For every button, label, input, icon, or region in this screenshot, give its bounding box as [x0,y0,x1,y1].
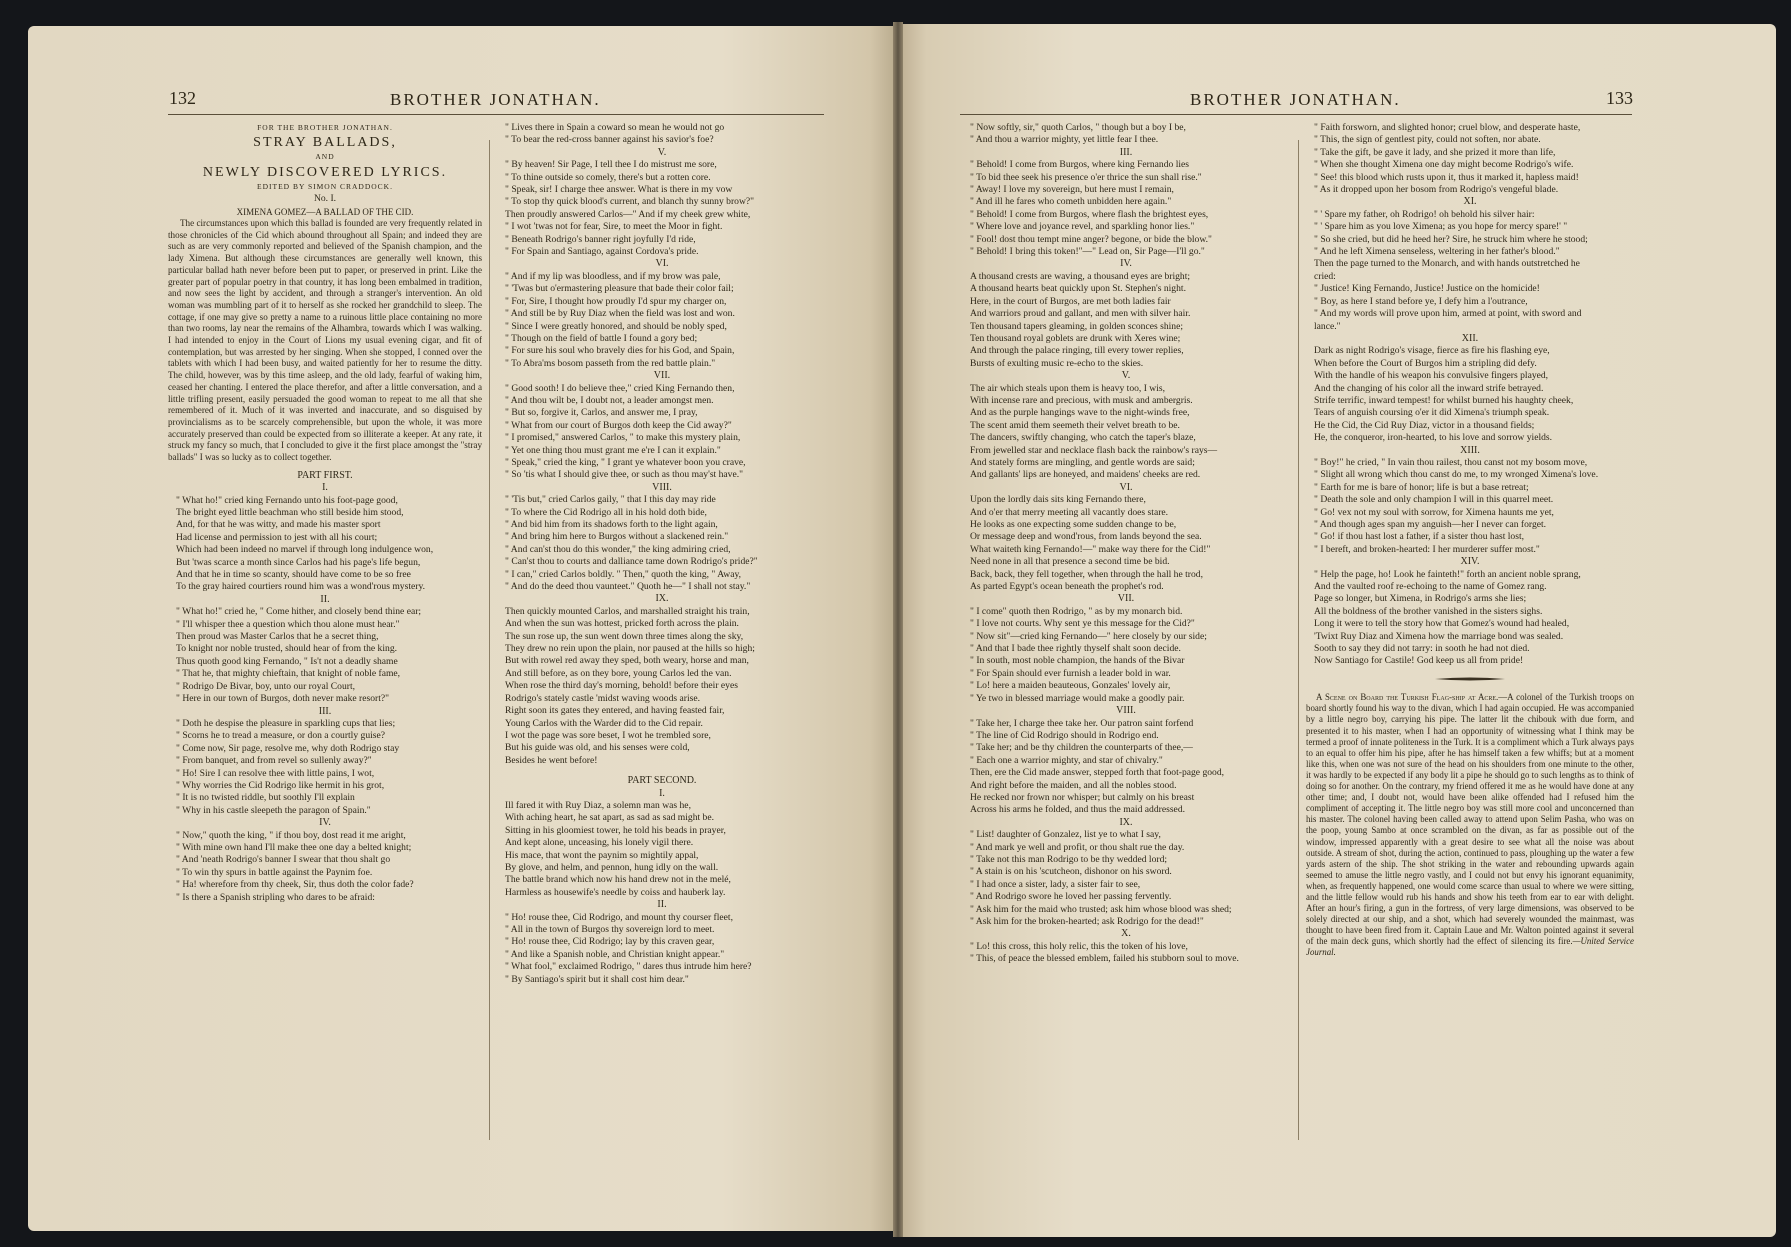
verse-line: The sun rose up, the sun went down three times along the sky, [505,630,744,642]
verse-line: " See! this blood which rusts upon it, thus it marked it, hapless maid! [1314,171,1579,183]
verse-line: And kept alone, unceasing, his lonely vigil there. [505,837,694,849]
header-rule-left [168,114,824,115]
stanza-heading: IV. [1120,258,1132,270]
left-column-1 [168,122,482,904]
verse-line: " Each one a warrior mighty, and star of chivalry." [970,754,1163,766]
verse-line: Harmless as housewife's needle by coiss and hauberk lay. [505,886,726,898]
verse-line: " And he left Ximena senseless, weltering in her father's blood." [1314,246,1560,258]
verse-line: " And though ages span my anguish—her I never can forget. [1314,519,1547,530]
stanza [497,271,827,370]
verse-line: " Rodrigo De Bivar, boy, unto our royal Court, [176,680,356,692]
verse-line: When before the Court of Burgos him a stripling did defy. [1314,357,1537,369]
verse-line: Here, in the court of Burgos, are met both ladies fair [970,295,1171,307]
verse-line: " This, the sign of gentlest pity, could not soften, nor abate. [1314,134,1541,146]
stanza [962,606,1290,705]
stanza [497,800,827,899]
right-column-1 [962,122,1290,966]
verse-line: " And bid him from its shadows forth to the light again, [505,519,718,530]
verse-line: With the handle of his weapon his convulsive fingers played, [1314,370,1549,382]
stanza-heading: IX. [1119,816,1133,828]
verse-line: " So 'tis what I should give thee, or such as thou may'st have." [505,469,744,481]
verse-line: " All in the town of Burgos thy sovereign lord to meet. [505,924,715,935]
verse-line: " And my words will prove upon him, armed at point, with sword and [1314,308,1582,320]
verse-line: Sitting in his gloomiest tower, he told his beads in prayer, [505,824,726,836]
verse-line: " ' Spare my father, oh Rodrigo! oh behold his silver hair: [1314,208,1535,220]
verse-line: The air which steals upon them is heavy too, I wis, [970,382,1166,394]
verse-line: " Speak," cried the king, " I grant ye whatever boon you crave, [505,456,746,468]
verse-line: " Lives there in Spain a coward so mean he would not go [505,122,725,133]
verse-line: " Ask him for the maid who trusted; ask him whose blood was shed; [970,903,1232,915]
stanza [962,271,1290,370]
verse-line: And o'er that merry meeting all vacantly does stare. [970,506,1169,518]
ornament-divider [1306,674,1634,686]
verse-line: But with rowel red away they sped, both weary, horse and man, [505,655,749,667]
stanza-heading: XII. [1461,332,1479,344]
verse-line: Had license and permission to jest with all his court; [176,531,378,543]
verse-line: And the vaulted roof re-echoing to the name of Gomez rang. [1314,581,1547,593]
verse-line: " Where love and joyance revel, and sparkling honor lies." [970,221,1195,233]
verse-line: " Earth for me is bare of honor; life is but a base retreat; [1314,481,1529,493]
verse-line: And when the sun was hottest, pricked forth across the plain. [505,618,739,630]
stanza [168,718,482,817]
stanza-heading: VIII. [1116,705,1136,717]
verse-line: With aching heart, he sat apart, as sad as sad might be. [505,812,715,824]
verse-line: " Take not this man Rodrigo to be thy wedded lord; [970,853,1168,865]
acre-article-body: —A colonel of the Turkish troops on board shortly found his way to the divan, which I had again occupied. He was accompanied by a little negro boy, carrying his pipe. The latter lit the chibouk with due form, and presented it to his master, when I had an opportunity of witnessing what I think may be termed a proof of innate politeness in the Turk. It is a compliment which a Turk always pays to an equal to offer him his pipe, after he has himself taken a few whiffs; but at a moment like this, when one was not sure of the head on his shoulders from one minute to the other, it was hardly to be expected if any body lit a pipe he should go to such lengths as to think of doing so for another. On the contrary, my friend offered it me as he would have done at any other time; and, I doubt not, would have been alike offended had I refused him the compliment of accepting it. The little negro boy was still more cool and unconcerned than his master. The colonel having been called away to attend upon Selim Pasha, who was on the poop, young Sambo at once scrambled on the divan, as far as possible out of the window, impressed apparently with a great desire to see what all the noise was about outside. A stream of shot, during the action, continued to pass, ploughing up the water a few yards astern of the ship. The shot striking in the water and rebounding upwards again seemed to amuse the little negro vastly, and I could not but envy his ignorant equanimity, when, as frequently happened, one would come scarce than usual to where we were sitting, and the little fellow would rub his hands and show his teeth from ear to ear with delight. After an hour's firing, a gun in the fortress, of very large dimensions, was observed to be solely directed at our ship, and a shot, which had severely wounded the mainmast, was thought to have been fired from it. Captain Laue and Mr. Walton pointed against it several of the main deck guns, which shortly had the effect of silencing its fire. [1306,692,1634,947]
verse-line: 'Twixt Ruy Diaz and Ximena how the marriage bond was sealed. [1314,630,1564,642]
verse-line: Need none in all that presence a second time be bid. [970,556,1170,568]
verse-line: " And do the deed thou vaunteet." Quoth he—" I shall not stay." [505,581,751,593]
verse-line: " Beneath Rodrigo's banner right joyfully I'd ride, [505,233,696,245]
verse-line: Thus quoth good king Fernando, " Is't not a deadly shame [176,655,398,667]
verse-line: " Take her, I charge thee take her. Our patron saint forfend [970,717,1194,729]
verse-line: " From banquet, and from revel so sullenly away?" [176,755,372,767]
stanza [962,941,1290,966]
verse-line: " For sure his soul who bravely dies for his God, and Spain, [505,345,735,357]
stanza-heading: IX. [655,593,669,605]
verse-line: " I love not courts. Why sent ye this message for the Cid?" [970,618,1195,630]
verse-line: Besides he went before! [505,754,598,766]
verse-line: The battle brand which now his hand drew not in the melé, [505,874,731,886]
verse-line: Across his arms he folded, and thus the maid addressed. [970,804,1186,816]
verse-line: " What ho!" cried he, " Come hither, and closely bend thine ear; [176,606,422,618]
stanza [497,159,827,258]
verse-line: " What fool," exclaimed Rodrigo, " dares thus intrude him here? [505,961,752,973]
verse-line: " Ho! rouse thee, Cid Rodrigo; lay by this craven gear, [505,936,715,948]
verse-line: Then the page turned to the Monarch, and with hands outstretched he [1314,258,1580,270]
verse-line: From jewelled star and necklace flash back the rainbow's rays— [970,444,1218,456]
stanza-heading: XI. [1463,196,1477,208]
stanza-heading: V. [657,146,667,158]
stanza [497,606,827,767]
stanza [962,494,1290,593]
verse-line: " Ask him for the broken-hearted; ask Rodrigo for the dead!" [970,916,1204,927]
stanza-heading: VII. [653,370,671,382]
verse-line: " 'Tis but," cried Carlos gaily, " that I this day may ride [505,494,716,506]
verse-line: " Why worries the Cid Rodrigo like hermit in his grot, [176,779,385,791]
verse-line: " And ill he fares who cometh unbidden here again." [970,196,1172,208]
acre-article-heading: A Scene on Board the Turkish Flag-ship at Acre. [1316,692,1499,703]
verse-line: " And still be by Ruy Diaz when the field was lost and won. [505,308,735,320]
stanza-heading: VII. [1117,593,1135,605]
verse-line: " Lo! here a maiden beauteous, Gonzales' lovely air, [970,680,1171,692]
verse-line: Sooth to say they did not tarry: in sooth he had not died. [1314,643,1530,655]
intro-paragraph: The circumstances upon which this ballad is founded are very frequently related in those chronicles of the Cid which abound throughout all Spain; and indeed they are such as are very commonly reported and believed of the Spanish champion, and the lady Ximena. But although these circumstances are generally well known, this particular ballad hath never before been put to paper, or preserved in print. Like the greater part of popular poetry in that country, it has long been embalmed in tradition, and now sees the light by accident, and through a stranger's intervention. An old woman was mumbling part of it to herself as she rocked her grandchild to sleep. The cottage, if one may give so pretty a name to a ruinous little place containing no more than two rooms, lay near the remains of the Alhambra, towards which I was walking. I had intended to enjoy in the Court of Lions my usual evening cigar, and fit of contemplation, but was arrested by her singing. When she stopped, I conned over the tablets with which I had been busy, and waited patiently for her to resume the ditty. The child, however, was by this time asleep, and the old lady, fearful of waking him, ceased her chanting. I entered the place therefor, and after a little conversation, and a little trifling present, easily persuaded the good woman to repeat to me all that she remembered of it. Much of it was inverted and inaccurate, and so disguised by provincialisms as to be scarcely comprehensible, but upon the whole, it was more accurately preserved than could be expected from so illiterate a keeper. At any rate, it struck my fancy so much, that I concluded to give it the first place amongst the "stray ballads" I was so lucky as to collect together. [168,218,482,463]
verse-line: As parted Egypt's ocean beneath the prophet's rod. [970,581,1164,593]
verse-line: " Ho! Sire I can resolve thee with little pains, I wot, [176,767,375,779]
part-second-heading: PART SECOND. [627,775,697,787]
stanza [497,383,827,482]
verse-line: But 'twas scarce a month since Carlos had his page's life begun, [176,556,421,568]
stanza [497,494,827,593]
verse-line: " And Rodrigo swore he loved her passing fervently. [970,891,1172,903]
verse-line: With incense rare and precious, with musk and ambergris. [970,394,1193,406]
verse-line: " Go! if thou hast lost a father, if a sister thou hast lost, [1314,531,1525,543]
verse-line: " Speak, sir! I charge thee answer. What is there in my vow [505,184,733,196]
verse-line: I wot the page was sore beset, I wot he trembled sore, [505,729,711,741]
verse-line: Rodrigo's stately castle 'midst waving woods arise. [505,692,701,704]
verse-line: " What ho!" cried king Fernando unto his foot-page good, [176,494,398,506]
ballad-title: XIMENA GOMEZ—A BALLAD OF THE CID. [236,206,414,217]
verse-line: " Behold! I bring this token!"—" Lead on, Sir Page—I'll go." [970,246,1205,258]
verse-line: Then quickly mounted Carlos, and marshalled straight his train, [505,605,750,617]
verse-line: " And can'st thou do this wonder," the king admiring cried, [505,543,731,555]
verse-line: Tears of anguish coursing o'er it did Ximena's triumph speak. [1314,407,1550,419]
verse-line: And the changing of his color all the inward strife betrayed. [1314,382,1544,394]
book-gutter [893,22,903,1237]
stanza [962,159,1290,258]
stanza [1306,209,1634,333]
stanza-heading: XIV. [1460,556,1480,568]
stanza-heading: V. [1121,370,1131,382]
verse-line: " Scorns he to tread a measure, or don a courtly guise? [176,730,386,742]
verse-line: Page so longer, but Ximena, in Rodrigo's arms she lies; [1314,593,1527,605]
verse-line: " I can," cried Carlos boldly. " Then," quoth the king, " Away, [505,568,742,580]
verse-line: " For, Sire, I thought how proudly I'd spur my charger on, [505,295,727,307]
verse-line: And right before the maiden, and all the nobles stood. [970,779,1177,791]
verse-line: " Behold! I come from Burgos, where flash the brightest eyes, [970,208,1209,220]
verse-line: They drew no rein upon the plain, nor paused at the hills so high; [505,643,755,655]
verse-line: " To bid thee seek his presence o'er thrice the sun shall rise." [970,171,1202,183]
verse-line: Right soon its gates they entered, and having feasted fair, [505,705,725,717]
verse-line: He the Cid, the Cid Ruy Diaz, victor in a thousand fields; [1314,419,1535,431]
left-column-2 [497,122,827,986]
stanza-heading: III. [1119,146,1133,158]
verse-line: " Away! I love my sovereign, but here must I remain, [970,184,1174,196]
verse-line: " And thou wilt be, I doubt not, a leader amongst men. [505,394,714,406]
verse-line: Then, ere the Cid made answer, stepped forth that foot-page good, [970,767,1225,779]
verse-line: " Ho! rouse thee, Cid Rodrigo, and mount thy courser fleet, [505,911,733,923]
stanza-heading: VI. [655,258,669,270]
verse-line: " A stain is on his 'scutcheon, dishonor on his sword. [970,866,1172,878]
stanza [962,383,1290,482]
verse-line: " Though on the field of battle I found a gory bed; [505,332,698,344]
verse-line: All the boldness of the brother vanished in the sisters sighs. [1314,605,1543,617]
verse-line: To knight nor noble trusted, should hear of from the king. [176,643,398,655]
title-and: AND [315,152,335,162]
verse-line: " Go! vex not my soul with sorrow, for Ximena haunts me yet, [1314,506,1554,518]
verse-line: Now Santiago for Castile! God keep us all from pride! [1314,655,1524,667]
stanza [1306,122,1634,196]
verse-line: Upon the lordly dais sits king Fernando there, [970,494,1146,506]
verse-line: " Come now, Sir page, resolve me, why doth Rodrigo stay [176,742,400,754]
issue-number: No. I. [313,193,337,205]
verse-line: Ten thousand tapers gleaming, in golden sconces shine; [970,320,1184,332]
verse-line: " I come" quoth then Rodrigo, " as by my monarch bid. [970,605,1183,617]
verse-line: Which had been indeed no marvel if through long indulgence won, [176,544,434,556]
stanza [168,495,482,594]
verse-line: " Fool! dost thou tempt mine anger? begone, or bide the blow." [970,233,1212,245]
verse-line: " To win thy spurs in battle against the Paynim foe. [176,866,373,878]
verse-line: " Justice! King Fernando, Justice! Justice on the homicide! [1314,283,1540,295]
verse-line: " With mine own hand I'll make thee one day a belted knight; [176,841,412,853]
verse-line: To the gray haired courtiers round him was a wond'rous mystery. [176,581,426,593]
verse-line: " I bereft, and broken-hearted: I her murderer suffer most." [1314,543,1540,555]
verse-line: And warriors proud and gallant, and men with silver hair. [970,308,1191,320]
verse-line: Young Carlos with the Warder did to the Cid repair. [505,717,703,729]
verse-line: " ' Spare him as you love Ximena; as you hope for mercy spare!' " [1314,221,1568,233]
verse-line: But his guide was old, and his senses were cold, [505,742,690,754]
verse-line: And through the palace ringing, till every tower replies, [970,345,1184,357]
stanza-heading: VIII. [652,481,672,493]
stanza [497,122,827,147]
verse-line: " I'll whisper thee a question which thou alone must hear." [176,618,400,630]
verse-line: " Death the sole and only champion I will in this quarrel meet. [1314,494,1554,506]
acre-article [1306,692,1634,958]
verse-line: " Now sit"—cried king Fernando—" here closely by our side; [970,630,1207,642]
verse-line: Back, back, they fell together, when through the hall he trod, [970,568,1203,580]
verse-line: Dark as night Rodrigo's visage, fierce as fire his flashing eye, [1314,345,1550,357]
verse-line: " Help the page, ho! Look he fainteth!" forth an ancient noble sprang, [1314,568,1581,580]
verse-line: Long it were to tell the story how that Gomez's wound had healed, [1314,618,1570,630]
stanza-heading: I. [322,482,328,494]
title-lyrics: NEWLY DISCOVERED LYRICS. [202,164,448,180]
stanza [1306,457,1634,556]
verse-line: " As it dropped upon her bosom from Rodrigo's vengeful blade. [1314,184,1559,196]
verse-line: " Now," quoth the king, " if thou boy, dost read it me aright, [176,829,406,841]
verse-line: " And if my lip was bloodless, and if my brow was pale, [505,270,721,282]
verse-line: Strife terrific, inward tempest! for whilst burned his haughty cheek, [1314,394,1574,406]
verse-line: A thousand crests are waving, a thousand eyes are bright; [970,270,1191,282]
verse-line: " Since I were greatly honored, and should be nobly sped, [505,320,727,332]
verse-line: A thousand hearts beat quickly upon St. Stephen's night. [970,283,1186,295]
verse-line: " Now softly, sir," quoth Carlos, " though but a boy I be, [970,122,1186,133]
stanza [962,122,1290,147]
verse-line: He recked nor frown nor whisper; but calmly on his breast [970,791,1195,803]
verse-line: And, for that he was witty, and made his master sport [176,519,381,531]
verse-line: " And that I bade thee rightly thyself shalt soon decide. [970,643,1181,655]
verse-line: " I wot 'twas not for fear, Sire, to meet the Moor in fight. [505,221,723,233]
verse-line: " To where the Cid Rodrigo all in his hold doth bide, [505,506,707,518]
verse-line: " And mark ye well and profit, or thou shalt rue the day. [970,841,1185,853]
editor-line: EDITED BY SIMON CRADDOCK. [257,181,393,191]
verse-line: Ill fared it with Ruy Diaz, a solemn man was he, [505,799,691,811]
stanza [1306,569,1634,668]
verse-line: The scent amid them seemeth their velvet breath to be. [970,419,1180,431]
stanza-heading: II. [657,899,667,911]
verse-line: " Take the gift, be gave it lady, and she prized it more than life, [1314,146,1556,158]
verse-line: " By heaven! Sir Page, I tell thee I do mistrust me sore, [505,159,717,171]
stanza-heading: VI. [1119,481,1133,493]
verse-line: " What from our court of Burgos doth keep the Cid away?" [505,419,732,431]
stanza [168,830,482,904]
verse-line: " And like a Spanish noble, and Christian knight appear." [505,948,725,960]
stanza [497,912,827,986]
stanza-heading: IV. [319,817,331,829]
verse-line: What waiteth king Fernando!—" make way there for the Cid!" [970,543,1211,555]
verse-line: By glove, and helm, and pennon, hung idly on the wall. [505,861,719,873]
verse-line: " Ye two in blessed marriage would make a goodly pair. [970,692,1185,704]
verse-line: " Can'st thou to courts and dalliance tame down Rodrigo's pride?" [505,556,758,568]
verse-line: " When she thought Ximena one day might become Rodrigo's wife. [1314,159,1574,171]
verse-line: " In south, most noble champion, the hands of the Bivar [970,655,1185,667]
verse-line: " For Spain should ever furnish a leader bold in war. [970,667,1171,679]
verse-line: The dancers, swiftly changing, who catch the taper's blaze, [970,432,1196,444]
stanza-heading: I. [659,787,665,799]
verse-line: " Boy, as here I stand before ye, I defy him a l'outrance, [1314,295,1528,307]
verse-line: " To bear the red-cross banner against his savior's foe? [505,134,714,146]
verse-line: Then proudly answered Carlos—" And if my cheek grew white, [505,208,751,220]
page-number-right: 133 [1606,88,1633,108]
right-column-2 [1306,122,1634,959]
verse-line: " Is there a Spanish stripling who dares to be afraid: [176,891,375,903]
verse-line: " Why in his castle sleepeth the paragon of Spain." [176,804,371,816]
verse-line: " Yet one thing thou must grant me e're I can it explain." [505,444,721,456]
verse-line: " This, of peace the blessed emblem, failed his stubborn soul to move. [970,953,1239,965]
verse-line: And gallants' lips are honeyed, and maidens' cheeks are red. [970,469,1201,481]
column-rule-right [1298,140,1299,1140]
verse-line: And stately forms are mingling, and gentle words are said; [970,456,1195,468]
stanza [962,718,1290,817]
stanza [168,606,482,705]
stanza-heading: II. [320,593,330,605]
verse-line: And that he in time so scanty, should have come to be so free [176,569,411,581]
verse-line: Then proud was Master Carlos that he a secret thing, [176,631,379,643]
verse-line: " 'Twas but o'ermastering pleasure that bade their color fail; [505,283,734,295]
header-rule-right [960,114,1632,115]
stanza-heading: III. [318,705,332,717]
verse-line: " Faith forsworn, and slighted honor; cruel blow, and desperate haste, [1314,122,1581,133]
verse-line: " Boy!" he cried, " In vain thou railest, thou canst not my bosom move, [1314,456,1588,468]
verse-line: " Behold! I come from Burgos, where king Fernando lies [970,159,1190,171]
verse-line: " Lo! this cross, this holy relic, this the token of his love, [970,940,1188,952]
verse-line: The bright eyed little beachman who still beside him stood, [176,507,404,519]
verse-line: " Take her; and be thy children the counterparts of thee,— [970,742,1193,754]
verse-line: " So she cried, but did he heed her? Sire, he struck him where he stood; [1314,233,1588,245]
stanza-heading: XIII. [1460,444,1480,456]
verse-line: Ten thousand royal goblets are drunk with Xeres wine; [970,332,1181,344]
part-first-heading: PART FIRST. [297,469,353,481]
verse-line: " That he, that mighty chieftain, that knight of noble fame, [176,668,401,680]
verse-line: When rose the third day's morning, behold! before their eyes [505,680,738,692]
verse-line: " Good sooth! I do believe thee," cried King Fernando then, [505,382,735,394]
verse-line: " To thine outside so comely, there's but a rotten core. [505,171,711,183]
verse-line: He looks as one expecting some sudden change to be, [970,519,1177,530]
title-stray-ballads: STRAY BALLADS, [253,135,397,151]
verse-line: " Ha! wherefore from thy cheek, Sir, thus doth the color fade? [176,879,414,891]
verse-line: And as the purple hangings wave to the night-winds free, [970,407,1190,419]
verse-line: " And 'neath Rodrigo's banner I swear that thou shalt go [176,854,391,866]
running-head-right: BROTHER JONATHAN. [1190,90,1401,109]
verse-line: " The line of Cid Rodrigo should in Rodrigo end. [970,729,1159,741]
verse-line: Bursts of exulting music re-echo to the skies. [970,357,1144,369]
verse-line: " To Abra'ms bosom passeth from the red battle plain." [505,357,716,369]
verse-line: " And bring him here to Burgos without a slackened rein." [505,531,729,543]
page-number-left: 132 [169,88,196,108]
verse-line: " It is no twisted riddle, but soothly I'll explain [176,792,355,804]
verse-line: cried: [1314,270,1336,282]
verse-line: " Slight all wrong which thou canst do me, to my wronged Ximena's love. [1314,469,1599,481]
verse-line: " I had once a sister, lady, a sister fair to see, [970,878,1141,890]
stanza-heading: X. [1121,928,1131,940]
verse-line: lance." [1314,320,1341,332]
verse-line: " Doth he despise the pleasure in sparkling cups that lies; [176,717,396,729]
verse-line: Or message deep and wond'rous, from lands beyond the sea. [970,531,1202,543]
verse-line: " By Santiago's spirit but it shall cost him dear." [505,973,689,985]
verse-line: " List! daughter of Gonzalez, list ye to what I say, [970,829,1161,841]
verse-line: " To stop thy quick blood's current, and blanch thy sunny brow?" [505,196,755,208]
verse-line: He, the conqueror, iron-hearted, to his love and sorrow yields. [1314,432,1553,444]
column-rule-left [489,140,490,1140]
verse-line: " And thou a warrior mighty, yet little fear I thee. [970,134,1159,146]
verse-line: His mace, that wont the paynim so mightily appal, [505,849,699,861]
stanza [1306,345,1634,444]
running-head-left: BROTHER JONATHAN. [390,90,601,109]
verse-line: And still before, as on they bore, young Carlos led the van. [505,667,732,679]
stanza [962,829,1290,928]
verse-line: " Here in our town of Burgos, doth never make resort?" [176,693,390,705]
acre-article-source: —United Service Journal. [1306,936,1634,958]
verse-line: " For Spain and Santiago, against Cordova's pride. [505,246,699,258]
verse-line: " I promised," answered Carlos, " to make this mystery plain, [505,432,741,444]
verse-line: " But so, forgive it, Carlos, and answer me, I pray, [505,407,698,419]
header-kicker: FOR THE BROTHER JONATHAN. [257,123,393,132]
